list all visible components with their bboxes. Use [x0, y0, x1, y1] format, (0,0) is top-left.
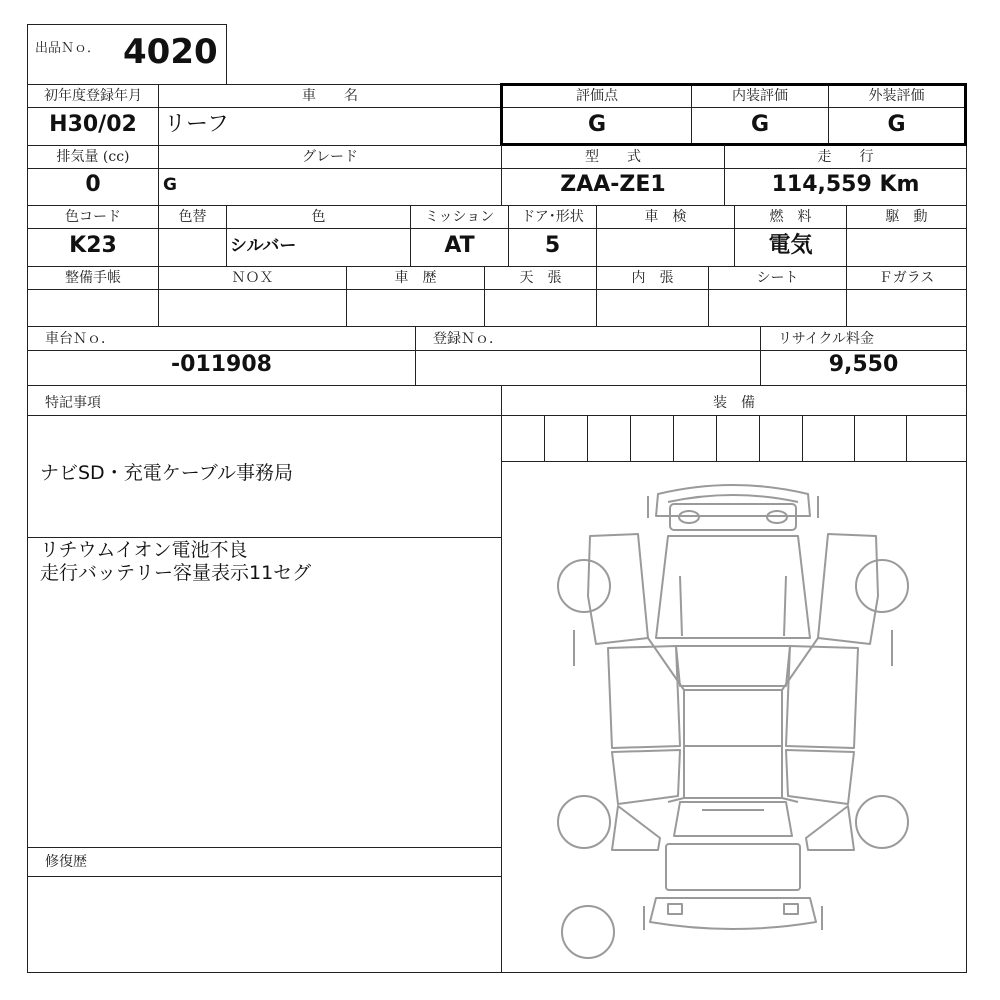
label-exterior: 外装評価 — [868, 88, 925, 104]
label-roof: 天 張 — [519, 270, 562, 286]
label-repair: 修復歴 — [45, 854, 87, 870]
note-line-2: リチウムイオン電池不良 — [40, 539, 248, 561]
label-mileage: 走 行 — [817, 149, 874, 165]
label-score: 評価点 — [576, 88, 618, 104]
label-door: ドア･形状 — [521, 209, 584, 225]
value-fuel: 電気 — [768, 233, 813, 258]
label-equipment: 装 備 — [713, 395, 755, 411]
lot-number: 4020 — [123, 32, 218, 72]
label-interior: 内装評価 — [732, 88, 788, 104]
label-first-reg: 初年度登録年月 — [44, 88, 142, 104]
value-score: G — [587, 112, 607, 137]
label-displacement: 排気量 (cc) — [56, 149, 130, 165]
label-seat: シート — [756, 270, 799, 286]
label-repaint: 色替 — [178, 209, 207, 225]
value-grade: G — [163, 175, 177, 195]
label-fuel: 燃 料 — [769, 209, 812, 225]
value-model: ZAA-ZE1 — [560, 172, 666, 197]
value-mission: AT — [444, 233, 475, 258]
value-door: 5 — [544, 233, 561, 258]
label-registration: 登録Ｎｏ． — [433, 331, 503, 347]
value-car-name: リーフ — [164, 112, 229, 137]
label-color: 色 — [311, 209, 326, 225]
label-interior-top: 内 張 — [631, 270, 674, 286]
label-grade: グレード — [302, 149, 358, 165]
label-model: 型 式 — [585, 149, 641, 165]
label-drive: 駆 動 — [885, 209, 928, 225]
label-inspection: 車 検 — [644, 209, 687, 225]
lot-label: 出品Ｎｏ． — [35, 41, 101, 56]
value-displacement: 0 — [85, 172, 101, 197]
value-color-code: K23 — [69, 233, 117, 258]
label-record-book: 整備手帳 — [65, 270, 121, 286]
label-mission: ミッション — [424, 209, 495, 225]
label-notes: 特記事項 — [45, 395, 101, 411]
label-chassis: 車台Ｎｏ． — [45, 331, 115, 347]
value-chassis: -011908 — [171, 352, 272, 377]
label-color-code: 色コード — [65, 209, 121, 225]
value-interior: G — [750, 112, 770, 137]
note-line-3: 走行バッテリー容量表示11セグ — [40, 562, 312, 584]
value-color: シルバー — [230, 236, 297, 256]
label-nox: ＮＯＸ — [231, 270, 274, 286]
car-damage-diagram — [548, 466, 918, 966]
label-recycle: リサイクル料金 — [778, 331, 875, 347]
label-history: 車 歴 — [394, 270, 437, 286]
label-car-name: 車 名 — [302, 88, 358, 104]
value-exterior: G — [887, 112, 906, 137]
label-front-glass: Ｆガラス — [878, 270, 935, 286]
value-recycle: 9,550 — [828, 352, 899, 377]
value-first-reg: H30/02 — [49, 112, 137, 137]
note-line-1: ナビSD・充電ケーブル事務局 — [40, 462, 293, 484]
value-mileage: 114,559 Km — [771, 172, 920, 197]
